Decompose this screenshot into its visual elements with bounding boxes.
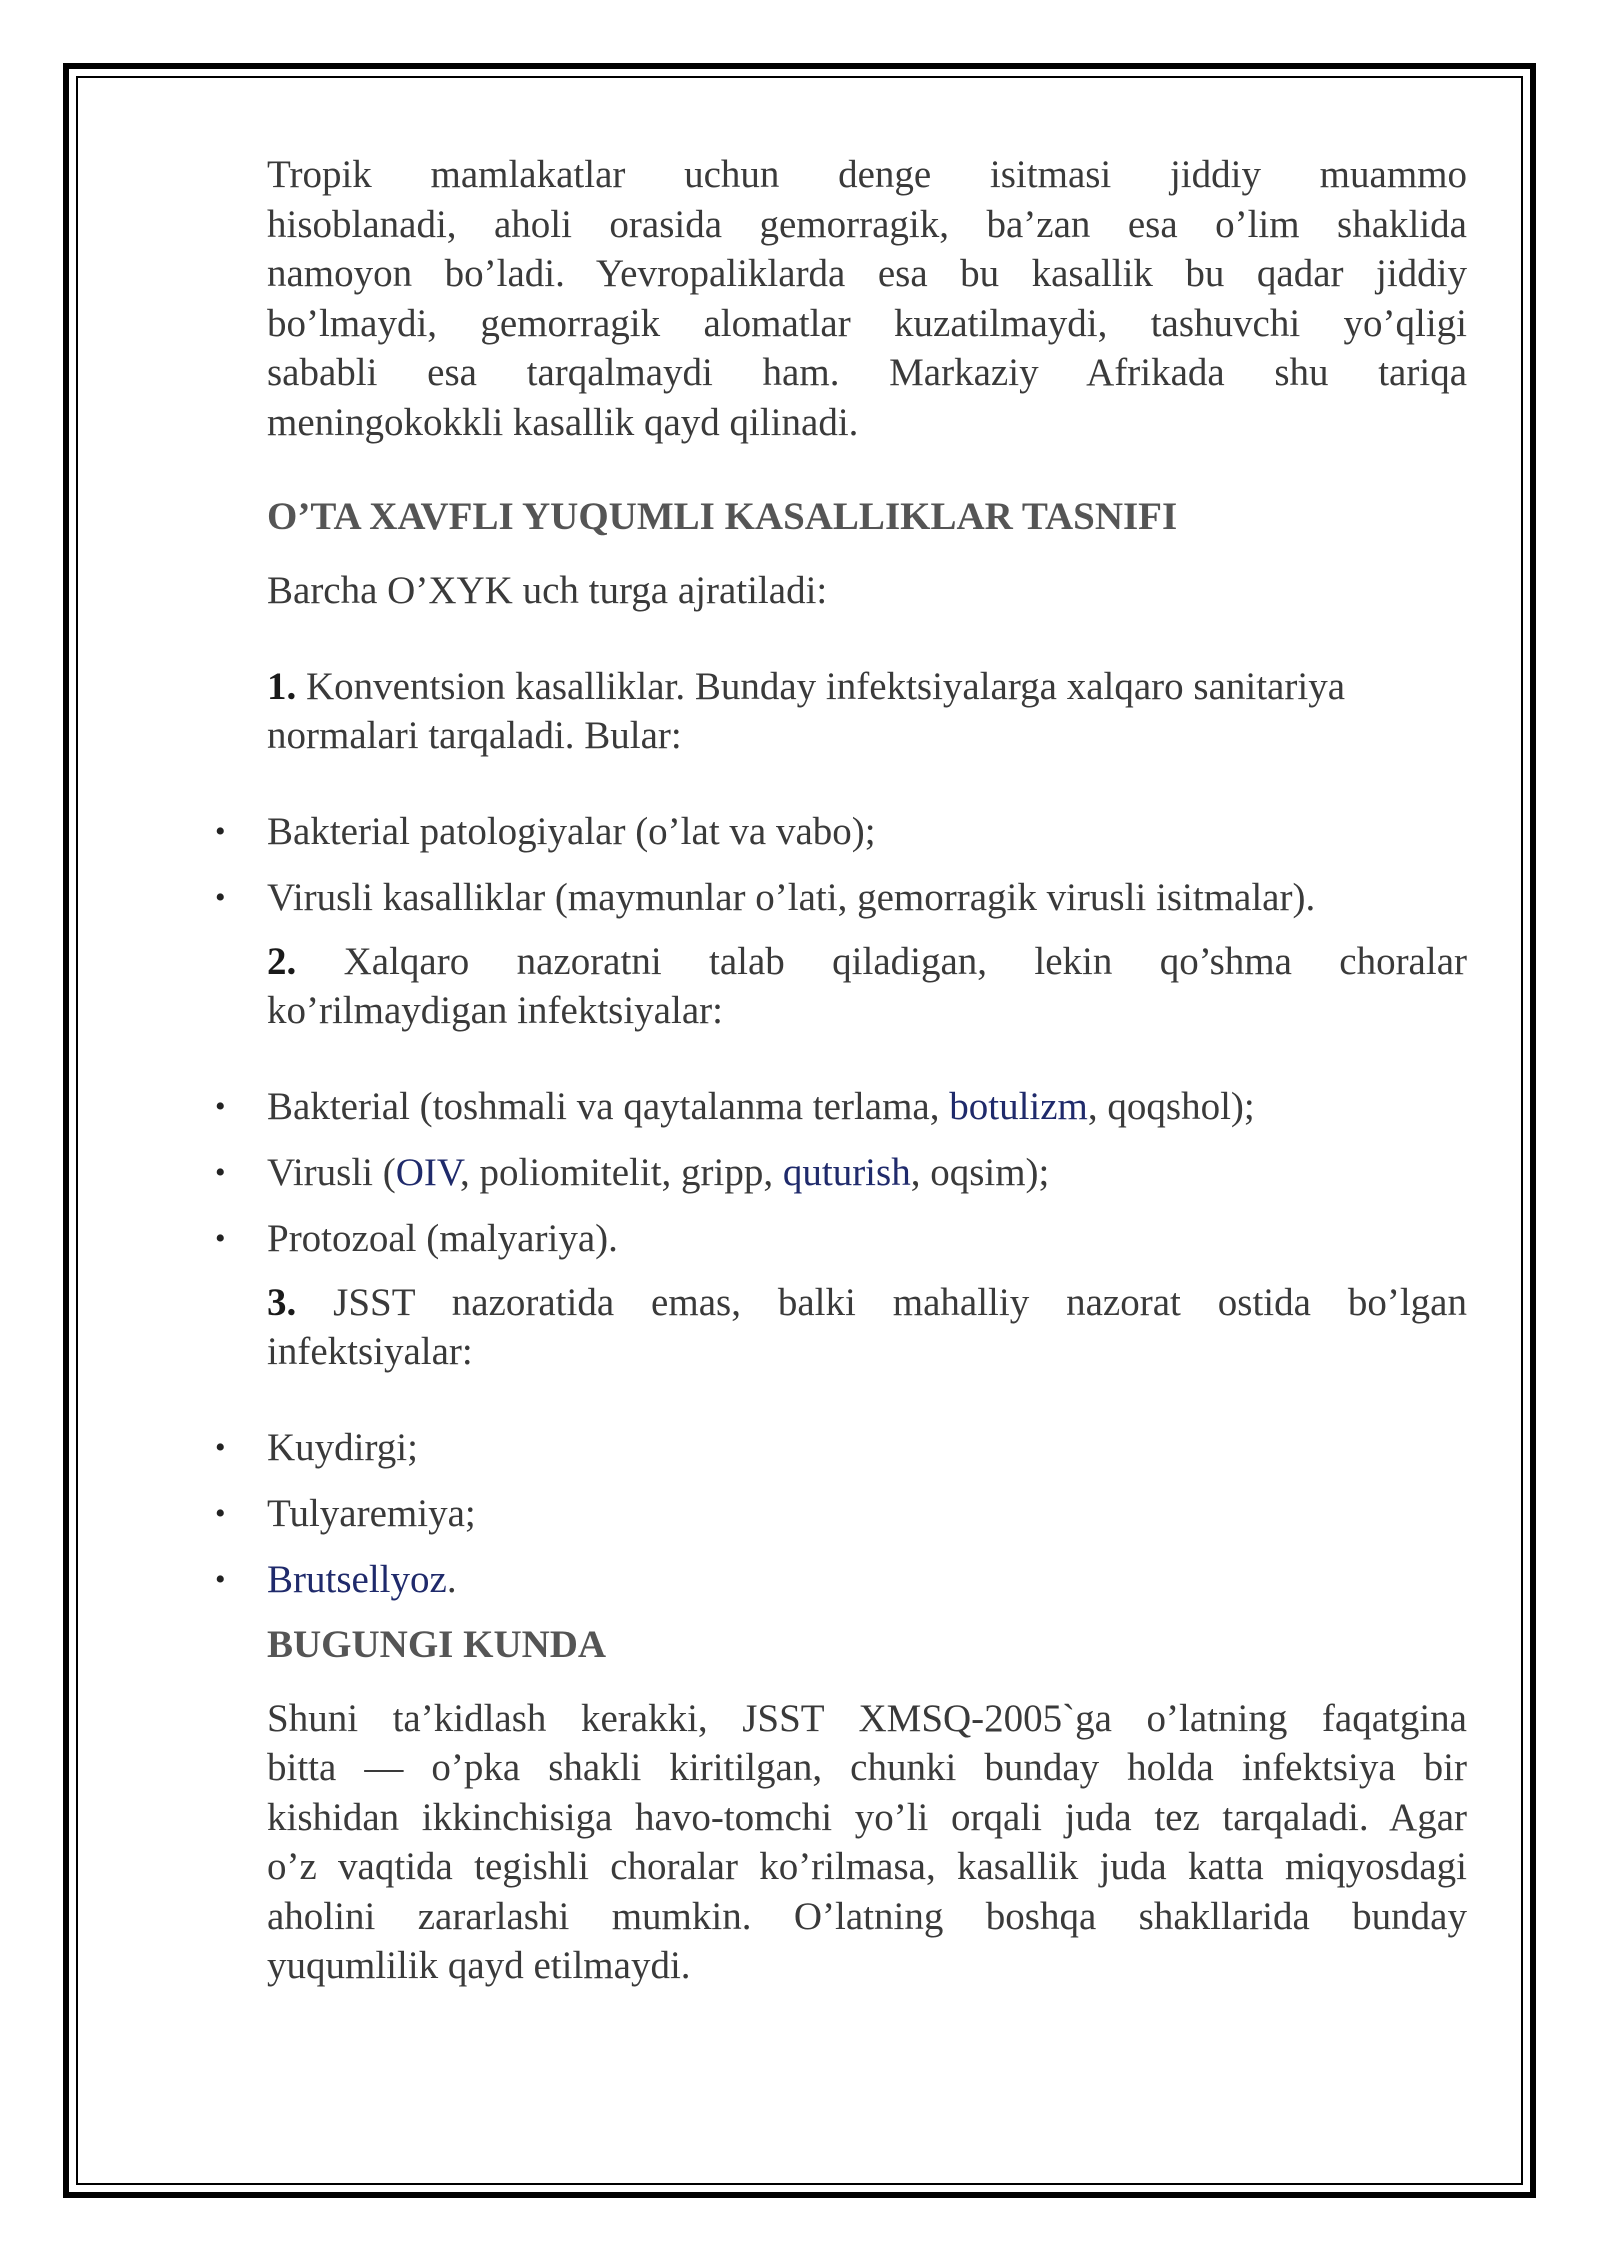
intro-line: bo’lmaydi, gemorragik alomatlar kuzatilmaydi, tashuvchi yo’qligi <box>267 301 1467 345</box>
group-number: 1. <box>267 664 297 708</box>
bullet-icon: • <box>215 1430 226 1464</box>
section-heading-classification: O’TA XAVFLI YUQUMLI KASALLIKLAR TASNIFI <box>267 495 1178 538</box>
quturish-link[interactable]: quturish <box>782 1150 911 1194</box>
today-line: aholini zararlashi mumkin. O’latning boshqa shakllarida bunday <box>267 1894 1467 1938</box>
list-item: • Protozoal (malyariya). <box>267 1214 1467 1280</box>
bullet-icon: • <box>215 880 226 914</box>
group-2 <box>267 937 1467 1036</box>
intro-paragraph <box>267 150 1467 447</box>
list-item: • Tulyaremiya; <box>267 1489 1467 1555</box>
oiv-link[interactable]: OIV <box>395 1150 461 1194</box>
today-line: bitta — o’pka shakli kiritilgan, chunki bunday holda infektsiya bir <box>267 1746 1467 1789</box>
group-1-list <box>215 807 1467 939</box>
intro-line: Tropik mamlakatlar uchun denge isitmasi jiddiy muammo <box>267 153 1467 196</box>
today-paragraph <box>267 1694 1467 1991</box>
group-number: 3. <box>267 1280 297 1324</box>
intro-line: hisoblanadi, aholi orasida gemorragik, ba’zan esa o’lim shaklida <box>267 202 1467 246</box>
list-item: • Kuydirgi; <box>267 1423 1467 1489</box>
bullet-icon: • <box>215 1562 226 1596</box>
classification-intro: Barcha O’XYK uch turga ajratiladi: <box>267 569 828 612</box>
group-text: normalari tarqaladi. Bular: <box>267 714 682 757</box>
intro-line: sababli esa tarqalmaydi ham. Markaziy Afrikada shu tariqa <box>267 351 1467 394</box>
group-3-list <box>215 1423 1467 1604</box>
document-body <box>215 150 1467 1991</box>
list-item: • Bakterial patologiyalar (o’lat va vabo); <box>267 807 1467 873</box>
botulizm-link[interactable]: botulizm <box>949 1084 1088 1128</box>
group-text: ko’rilmaydigan infektsiyalar: <box>267 989 723 1032</box>
group-text: infektsiyalar: <box>267 1330 473 1373</box>
bullet-icon: • <box>215 814 226 848</box>
today-line: Shuni ta’kidlash kerakki, JSST XMSQ-2005`ga o’latning faqatgina <box>267 1696 1467 1740</box>
today-line: o’z vaqtida tegishli choralar ko’rilmasa, kasallik juda katta miqyosdagi <box>267 1845 1467 1888</box>
group-text: Xalqaro nazoratni talab qiladigan, lekin qo’shma choralar <box>296 939 1467 983</box>
bullet-icon: • <box>215 1496 226 1530</box>
group-text: Konventsion kasalliklar. Bunday infektsiyalarga xalqaro sanitariya <box>296 664 1346 708</box>
list-item: • Brutsellyoz. <box>267 1555 1467 1604</box>
bullet-icon: • <box>215 1155 226 1189</box>
brutsellyoz-link[interactable]: Brutsellyoz <box>267 1557 447 1601</box>
group-text: JSST nazoratida emas, balki mahalliy nazorat ostida bo’lgan <box>296 1280 1467 1324</box>
list-item: • Bakterial (toshmali va qaytalanma terlama, botulizm, qoqshol); <box>267 1082 1467 1148</box>
group-number: 2. <box>267 939 297 983</box>
bullet-icon: • <box>215 1221 226 1255</box>
group-1 <box>267 662 1467 761</box>
intro-line: meningokokkli kasallik qayd qilinadi. <box>267 400 859 444</box>
today-line: kishidan ikkinchisiga havo-tomchi yo’li orqali juda tez tarqaladi. Agar <box>267 1795 1467 1839</box>
list-item: • Virusli (OIV, poliomitelit, gripp, quturish, oqsim); <box>267 1148 1467 1214</box>
section-heading-today: BUGUNGI KUNDA <box>267 1622 607 1666</box>
list-item: • Virusli kasalliklar (maymunlar o’lati, gemorragik virusli isitmalar). <box>267 873 1467 939</box>
group-3 <box>267 1278 1467 1377</box>
intro-line: namoyon bo’ladi. Yevropaliklarda esa bu kasallik bu qadar jiddiy <box>267 252 1467 295</box>
group-2-list <box>215 1082 1467 1280</box>
today-line: yuqumlilik qayd etilmaydi. <box>267 1944 691 1987</box>
bullet-icon: • <box>215 1089 226 1123</box>
